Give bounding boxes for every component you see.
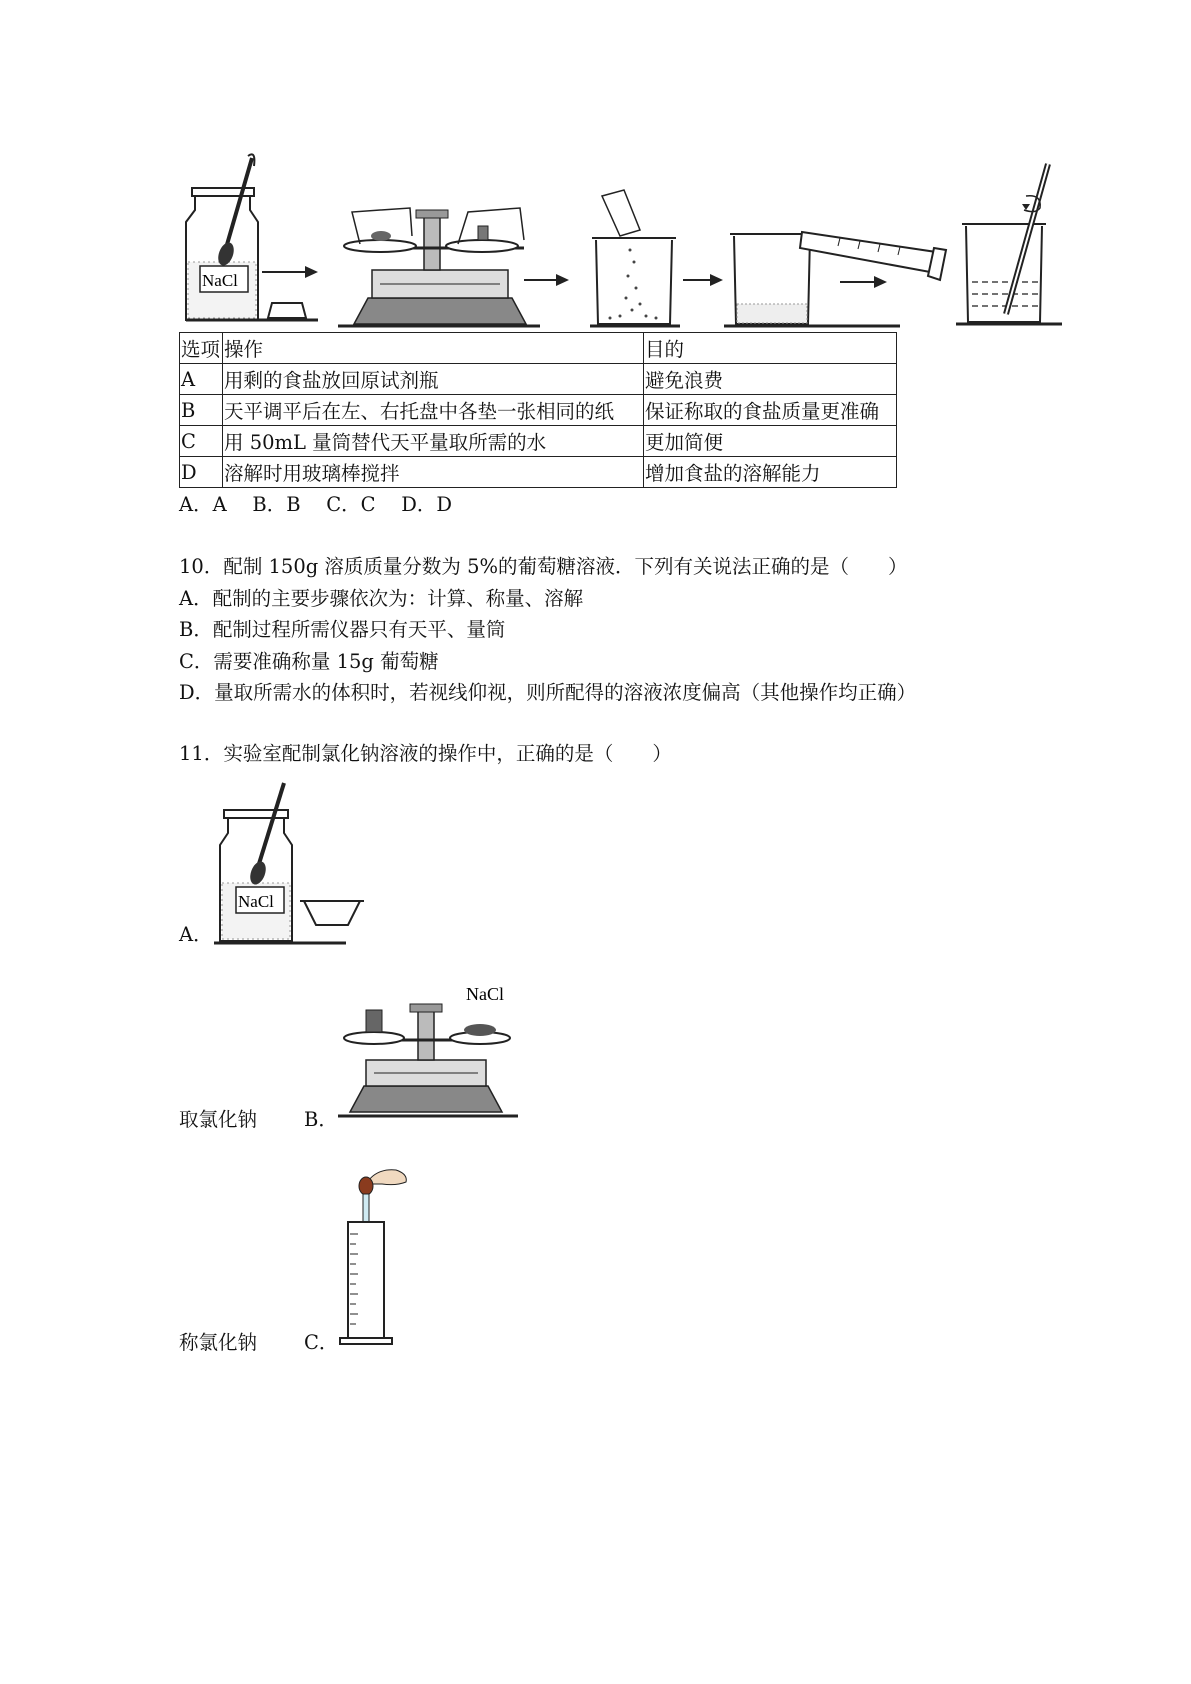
q10-option-c: C．需要准确称量 15g 葡萄糖 <box>179 650 439 673</box>
arrow-right-icon <box>524 274 569 286</box>
q11-stem: 11．实验室配制氯化钠溶液的操作中，正确的是（ ） <box>179 742 672 765</box>
balance-icon <box>338 1004 518 1116</box>
q9-answer-options: A．A B．B C．C D．D <box>179 493 453 516</box>
arrow-right-icon <box>262 266 318 278</box>
table-cell: 保证称取的食盐质量更准确 <box>644 395 897 426</box>
q11-option-a-figure <box>214 775 374 945</box>
reagent-bottle-icon <box>220 783 292 941</box>
balance-sample-label: NaCl <box>466 984 504 1004</box>
table-cell: B <box>180 395 223 426</box>
table-cell: 用剩的食盐放回原试剂瓶 <box>223 364 644 395</box>
table-header-cell: 选项 <box>180 333 223 364</box>
reagent-bottle-icon <box>186 154 258 320</box>
arrow-right-icon <box>840 276 887 288</box>
table-cell: 增加食盐的溶解能力 <box>644 457 897 488</box>
table-header-cell: 目的 <box>644 333 897 364</box>
bottle-label: NaCl <box>202 271 238 290</box>
table-row <box>180 364 897 395</box>
q10-option-b: B．配制过程所需仪器只有天平、量筒 <box>179 618 506 641</box>
table-cell: 更加简便 <box>644 426 897 457</box>
q11-option-c-caption: 称氯化钠 <box>179 1331 258 1354</box>
table-cell: 用 50mL 量筒替代天平量取所需的水 <box>223 426 644 457</box>
table-header-row <box>180 333 897 364</box>
q11-option-b-letter: B． <box>304 1108 338 1131</box>
q10-option-a: A．配制的主要步骤依次为：计算、称量、溶解 <box>179 587 584 610</box>
q11-option-c-letter: C． <box>304 1331 339 1354</box>
q10-stem: 10．配制 150g 溶质质量分数为 5%的葡萄糖溶液．下列有关说法正确的是（ ） <box>179 555 908 578</box>
table-header-cell: 操作 <box>223 333 644 364</box>
table-cell: 天平调平后在左、右托盘中各垫一张相同的纸 <box>223 395 644 426</box>
q10-option-d: D．量取所需水的体积时，若视线仰视，则所配得的溶液浓度偏高（其他操作均正确） <box>179 681 917 704</box>
q9-options-table <box>179 332 897 488</box>
q11-option-a-letter: A． <box>179 923 213 946</box>
q11-option-b-caption: 取氯化钠 <box>179 1108 258 1131</box>
table-row <box>180 457 897 488</box>
beaker-salt-icon <box>590 190 680 326</box>
table-cell: D <box>180 457 223 488</box>
balance-icon <box>338 208 540 326</box>
table-row <box>180 426 897 457</box>
table-cell: C <box>180 426 223 457</box>
q11-option-b-figure <box>338 978 528 1128</box>
beaker-cylinder-pour-icon <box>724 232 946 326</box>
graduated-cylinder-dropper-icon <box>340 1170 406 1344</box>
weighing-dish-icon <box>258 303 318 320</box>
weighing-dish-icon <box>300 901 364 925</box>
arrow-right-icon <box>683 274 723 286</box>
bottle-label: NaCl <box>238 892 274 911</box>
table-cell: A <box>180 364 223 395</box>
experiment-sequence-figure <box>0 0 1191 340</box>
table-cell: 溶解时用玻璃棒搅拌 <box>223 457 644 488</box>
table-row <box>180 395 897 426</box>
beaker-stirring-icon <box>956 164 1062 324</box>
q11-option-c-figure <box>336 1156 416 1356</box>
table-cell: 避免浪费 <box>644 364 897 395</box>
